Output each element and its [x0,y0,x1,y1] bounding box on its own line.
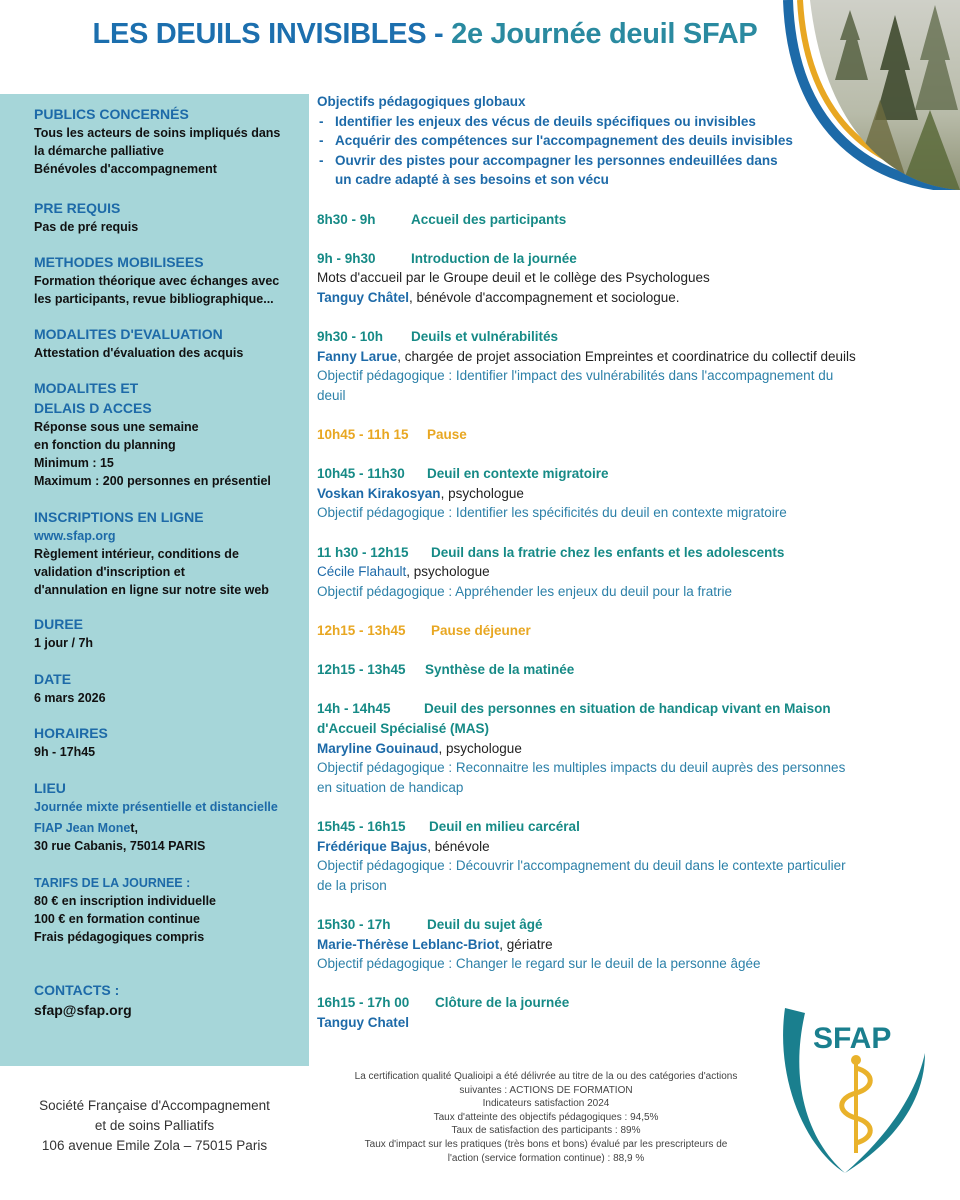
session-header [317,210,917,230]
organization-address [0,1096,309,1156]
objective-item [317,151,917,190]
date-section [34,669,304,707]
session-objective: Objectif pédagogique : Découvrir l'accompagnement du deuil dans le contexte particulier [317,858,846,874]
prerequis-section [34,198,304,236]
venue-name: FIAP Jean Mone [34,821,131,835]
speaker-role: , gériatre [499,936,553,952]
session-carceral [317,817,917,895]
session-objective: Objectif pédagogique : Appréhender les enjeux du deuil pour la fratrie [317,583,733,599]
date-line: 6 mars 2026 [34,691,106,705]
tarifs-line: 80 € en inscription individuelle [34,894,216,908]
methodes-line: les participants, revue bibliographique... [34,292,274,306]
evaluation-section [34,324,304,362]
inscriptions-heading: INSCRIPTIONS EN LIGNE [34,509,204,525]
tarifs-heading: TARIFS DE LA JOURNEE : [34,876,191,890]
session-sujet-age [317,915,917,974]
delais-section [34,378,304,490]
prerequis-line: Pas de pré requis [34,220,139,234]
session-pause [317,425,917,445]
delais-line: en fonction du planning [34,438,176,452]
inscriptions-section [34,507,304,599]
session-time: 12h15 - 13h45 [317,662,406,678]
publics-line: Tous les acteurs de soins impliqués dans [34,126,281,140]
cert-line: Indicateurs satisfaction 2024 [482,1098,610,1110]
methodes-line: Formation théorique avec échanges avec [34,274,280,288]
tarifs-line: 100 € en formation continue [34,912,201,926]
cert-line: Taux de satisfaction des participants : 89% [451,1125,641,1137]
session-time: 15h30 - 17h [317,916,391,932]
session-handicap [317,699,917,797]
session-synthese [317,660,917,680]
session-time: 9h30 - 10h [317,329,384,345]
title-main: LES DEUILS INVISIBLES - [92,18,452,50]
contacts-heading: CONTACTS : [34,982,120,998]
session-title: Deuil du sujet âgé [427,916,543,932]
session-fratrie [317,543,917,602]
cert-line: l'action (service formation continue) : 88,9 % [447,1152,645,1164]
sfap-logo-text: SFAP [813,1022,892,1055]
session-speaker-line [317,935,917,955]
org-name-line: Société Française d'Accompagnement [39,1098,270,1113]
speaker-name: Cécile Flahault [317,564,407,580]
session-title: Deuil dans la fratrie chez les enfants et les adolescents [431,544,785,560]
session-pause-dejeuner [317,621,917,641]
horaires-line: 9h - 17h45 [34,745,96,759]
delais-heading: DELAIS D ACCES [34,400,152,416]
org-name-line: et de soins Palliatifs [94,1118,215,1133]
speaker-role: , psychologue [440,485,524,501]
session-speaker-line [317,484,917,504]
session-speaker-line [317,739,917,759]
speaker-role: , bénévole d'accompagnement et sociologue. [409,289,680,305]
objective-text: Ouvrir des pistes pour accompagner les personnes endeuillées dans [335,152,778,168]
session-title: Deuil en contexte migratoire [427,466,609,482]
session-header [317,699,917,719]
lieu-mode: Journée mixte présentielle et distancielle [34,800,278,814]
speaker-name: Tanguy Chatel [317,1014,410,1030]
session-time: 11 h30 - 12h15 [317,544,409,560]
delais-heading: MODALITES ET [34,380,139,396]
program-content [317,92,917,1033]
session-time: 12h15 - 13h45 [317,623,406,639]
website-link[interactable]: www.sfap.org [34,529,116,543]
session-migratoire [317,464,917,523]
session-time: 10h45 - 11h30 [317,466,405,482]
lieu-heading: LIEU [34,780,66,796]
objective-text-cont: un cadre adapté à ses besoins et son vécu [335,172,609,188]
speaker-name: Voskan Kirakosyan [317,485,441,501]
session-time: 16h15 - 17h 00 [317,995,410,1011]
session-objective: Objectif pédagogique : Reconnaitre les multiples impacts du deuil auprès des personnes [317,760,846,776]
speaker-name: Fanny Larue [317,348,398,364]
contacts-section [34,980,304,1020]
objective-item: - Acquérir des compétences sur l'accompagnement des deuils invisibles [317,131,917,151]
publics-line: Bénévoles d'accompagnement [34,162,217,176]
inscriptions-line: Règlement intérieur, conditions de [34,547,239,561]
sfap-logo [775,998,935,1178]
session-time: 15h45 - 16h15 [317,818,406,834]
duree-line: 1 jour / 7h [34,636,94,650]
session-title: Accueil des participants [411,211,567,227]
session-header [317,464,917,484]
cert-line: La certification qualité Qualioipi a été délivrée au titre de la ou des catégories d'actions [354,1071,738,1082]
publics-heading: PUBLICS CONCERNÉS [34,106,189,122]
session-header [317,327,917,347]
session-header [317,425,917,445]
title-sub: 2e Journée deuil SFAP [451,18,758,50]
delais-line: Minimum : 15 [34,456,114,470]
session-speaker-line [317,288,917,308]
session-speaker-line [317,347,917,367]
objectives-list [317,112,917,190]
session-speaker-line [317,837,917,857]
session-title: Introduction de la journée [411,250,577,266]
evaluation-heading: MODALITES D'EVALUATION [34,326,223,342]
venue-suffix: t, [130,821,138,835]
session-speaker-line [317,562,917,582]
horaires-section [34,723,304,761]
inscriptions-line: d'annulation en ligne sur notre site web [34,583,269,597]
delais-line: Maximum : 200 personnes en présentiel [34,474,271,488]
tarifs-line: Frais pédagogiques compris [34,930,205,944]
cert-line: suivantes : ACTIONS DE FORMATION [459,1084,633,1096]
session-objective: Objectif pédagogique : Changer le regard sur le deuil de la personne âgée [317,956,761,972]
session-title: Synthèse de la matinée [425,662,575,678]
methodes-section [34,252,304,308]
tarifs-section [34,874,304,946]
delais-line: Réponse sous une semaine [34,420,199,434]
session-vulnerabilites [317,327,917,405]
evaluation-line: Attestation d'évaluation des acquis [34,346,244,360]
session-title: Deuil des personnes en situation de handicap vivant en Maison [424,701,831,717]
speaker-name: Marie-Thérèse Leblanc-Briot [317,936,500,952]
session-header [317,660,917,680]
duree-heading: DUREE [34,616,84,632]
session-objective: en situation de handicap [317,779,464,795]
objective-item: - Identifier les enjeux des vécus de deuils spécifiques ou invisibles [317,112,917,132]
session-accueil [317,210,917,230]
session-introduction [317,249,917,308]
speaker-role: , chargée de projet association Empreintes et coordinatrice du collectif deuils [397,348,856,364]
speaker-role: , psychologue [406,564,490,580]
cert-line: Taux d'atteinte des objectifs pédagogiques : 94,5% [433,1111,659,1123]
session-header [317,915,917,935]
session-title: Pause déjeuner [431,623,531,639]
cert-line: Taux d'impact sur les pratiques (très bons et bons) évalué par les prescripteurs de [364,1138,728,1150]
session-time: 14h - 14h45 [317,701,391,717]
session-objective: Objectif pédagogique : Identifier les spécificités du deuil en contexte migratoire [317,505,787,521]
session-header [317,817,917,837]
info-sidebar [0,94,309,1066]
session-description: Mots d'accueil par le Groupe deuil et le collège des Psychologues [317,270,710,286]
speaker-role: , psychologue [438,740,522,756]
methodes-heading: METHODES MOBILISEES [34,254,204,270]
speaker-role: , bénévole [427,838,490,854]
speaker-name: Frédérique Bajus [317,838,428,854]
date-heading: DATE [34,671,72,687]
session-objective: de la prison [317,877,387,893]
lieu-section [34,778,304,855]
session-time: 9h - 9h30 [317,250,376,266]
session-title: Deuils et vulnérabilités [411,329,559,345]
speaker-name: Maryline Gouinaud [317,740,439,756]
session-header [317,249,917,269]
session-title: Clôture de la journée [435,995,570,1011]
lieu-venue [34,819,304,837]
prerequis-heading: PRE REQUIS [34,200,121,216]
certification-info [336,1070,756,1165]
session-time: 10h45 - 11h 15 [317,427,409,443]
session-time: 8h30 - 9h [317,211,376,227]
session-title: Deuil en milieu carcéral [429,818,580,834]
session-header [317,621,917,641]
session-objective: deuil [317,387,346,403]
speaker-name: Tanguy Châtel [317,289,410,305]
horaires-heading: HORAIRES [34,725,108,741]
lieu-address: 30 rue Cabanis, 75014 PARIS [34,839,206,853]
session-header [317,543,917,563]
session-title-cont: d'Accueil Spécialisé (MAS) [317,721,490,736]
publics-line: la démarche palliative [34,144,164,158]
session-objective: Objectif pédagogique : Identifier l'impact des vulnérabilités dans l'accompagnement du [317,368,834,384]
objectives-title: Objectifs pédagogiques globaux [317,94,526,109]
page-title [0,18,850,51]
session-title: Pause [427,427,467,443]
duree-section [34,614,304,652]
inscriptions-line: validation d'inscription et [34,565,185,579]
publics-section [34,104,304,178]
org-address-line: 106 avenue Emile Zola – 75015 Paris [41,1138,268,1153]
contact-email[interactable]: sfap@sfap.org [34,1002,132,1018]
